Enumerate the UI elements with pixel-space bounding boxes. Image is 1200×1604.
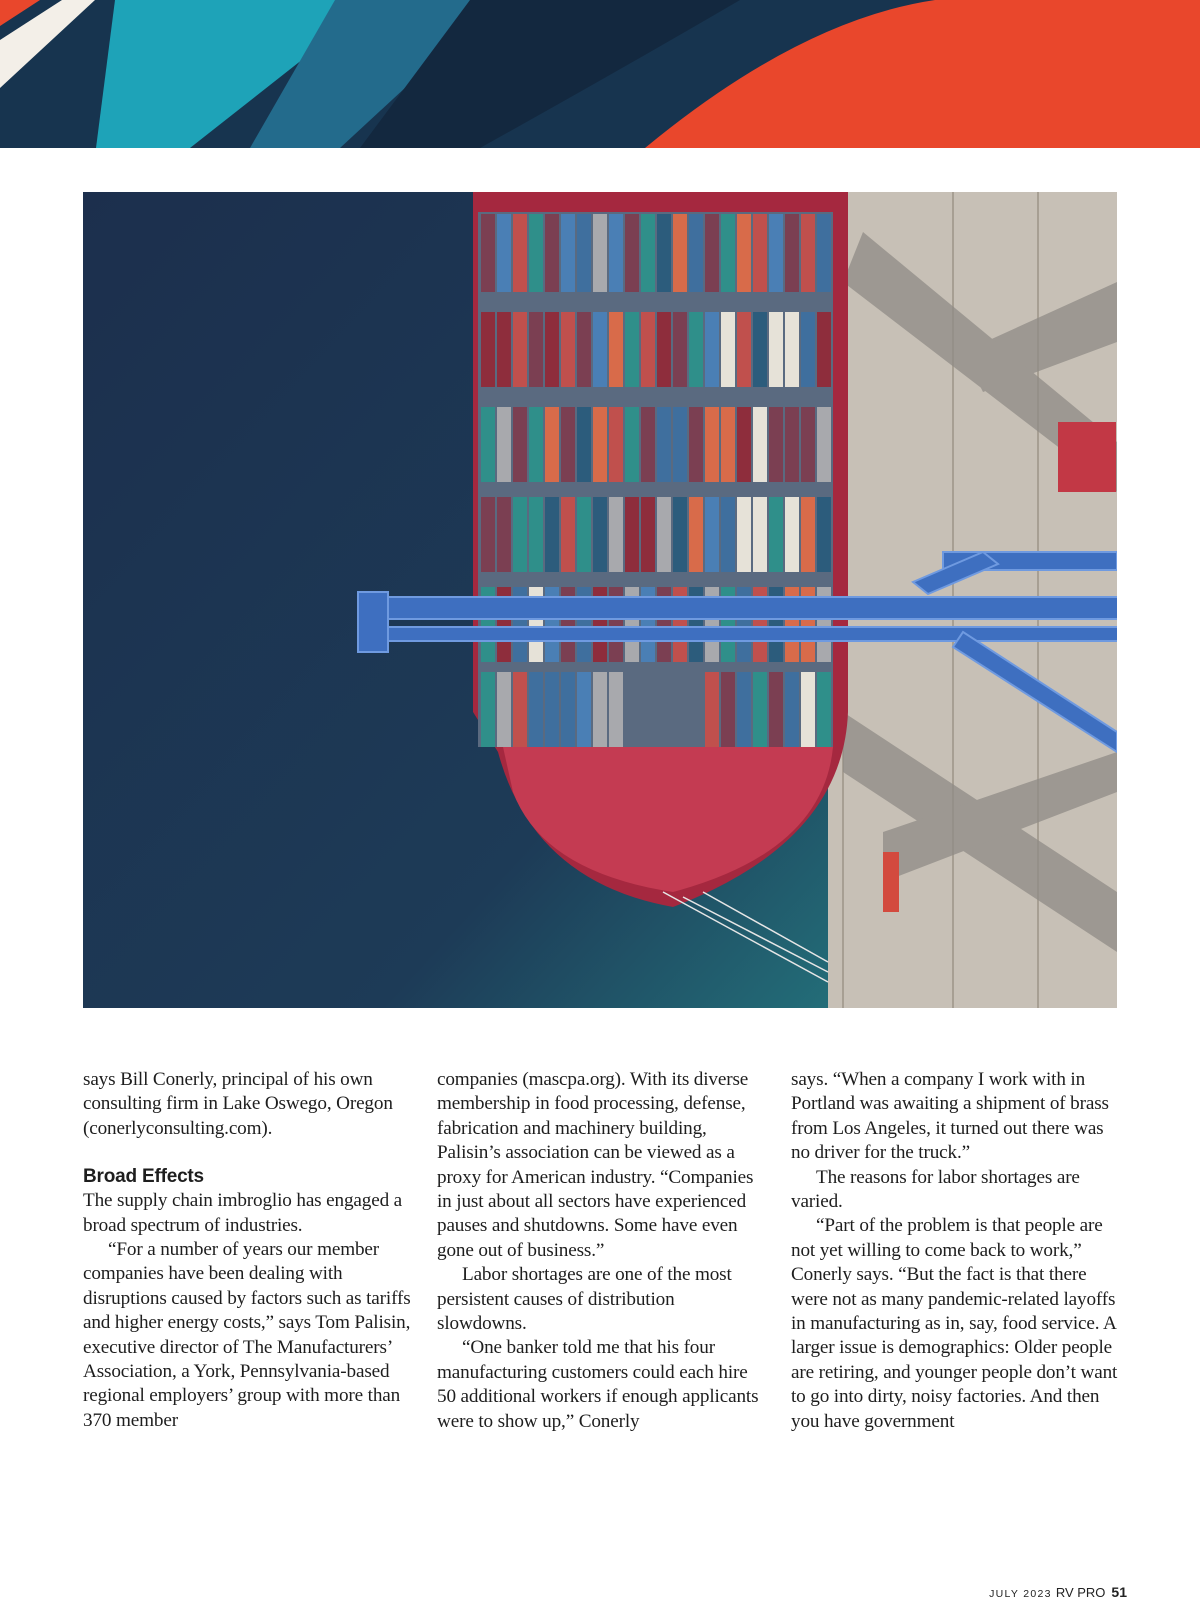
shipping-container [497, 407, 511, 482]
shipping-container [497, 497, 511, 572]
paragraph: Labor shortages are one of the most persistent causes of distribution slowdowns. [437, 1264, 732, 1335]
shipping-container [801, 497, 815, 572]
shipping-container [513, 497, 527, 572]
shipping-container [769, 672, 783, 747]
shipping-container [785, 214, 799, 292]
shipping-container [785, 312, 799, 387]
shipping-container [497, 672, 511, 747]
shipping-container [769, 407, 783, 482]
shipping-container [577, 672, 591, 747]
shipping-container [673, 497, 687, 572]
shipping-container [609, 497, 623, 572]
shipping-container [753, 497, 767, 572]
issue-date: JULY 2023 [989, 1588, 1052, 1600]
shipping-container [641, 497, 655, 572]
shipping-container [609, 672, 623, 747]
shipping-container [817, 214, 831, 292]
dock-container [1058, 422, 1116, 492]
shipping-container [817, 407, 831, 482]
shipping-container [689, 214, 703, 292]
paragraph: The reasons for labor shortages are varied. [791, 1166, 1080, 1213]
shipping-container [769, 214, 783, 292]
shipping-container [513, 407, 527, 482]
shipping-container [545, 312, 559, 387]
paragraph: “For a number of years our member companies have been dealing with disruptions caused by factors such as tariffs and higher energy costs,” says Tom Palisin, executive director of The Manufacturers’ Association, a York, Pennsylvania-based regional employers’ group with more than 370 member [83, 1239, 411, 1431]
shipping-container [657, 312, 671, 387]
shipping-container [593, 312, 607, 387]
shipping-container [817, 312, 831, 387]
shipping-container [689, 497, 703, 572]
shipping-container [785, 672, 799, 747]
shipping-container [737, 214, 751, 292]
shipping-container [705, 312, 719, 387]
shipping-container [497, 214, 511, 292]
shipping-container [721, 672, 735, 747]
paragraph: says Bill Conerly, principal of his own consulting firm in Lake Oswego, Oregon (conerlyconsulting.com). [83, 1069, 393, 1139]
shipping-container [513, 214, 527, 292]
shipping-container [593, 407, 607, 482]
shipping-container [753, 312, 767, 387]
article-column-1 [83, 1068, 413, 1433]
shipping-container [769, 497, 783, 572]
shipping-container [753, 672, 767, 747]
container-ship-photo [83, 192, 1117, 1008]
shipping-container [753, 407, 767, 482]
shipping-container [513, 672, 527, 747]
shipping-container [705, 672, 719, 747]
shipping-container [593, 497, 607, 572]
paragraph: The supply chain imbroglio has engaged a broad spectrum of industries. [83, 1190, 403, 1236]
shipping-container [801, 214, 815, 292]
shipping-container [529, 312, 543, 387]
shipping-container [513, 312, 527, 387]
shipping-container [593, 672, 607, 747]
paragraph: says. “When a company I work with in Portland was awaiting a shipment of brass from Los Angeles, it turned out there was no driver for the truck.” [791, 1069, 1109, 1164]
section-heading: Broad Effects [83, 1166, 204, 1188]
shipping-container [529, 214, 543, 292]
shipping-container [481, 407, 495, 482]
shipping-container [641, 214, 655, 292]
shipping-container [689, 407, 703, 482]
shipping-container [609, 312, 623, 387]
shipping-container [673, 214, 687, 292]
shipping-container [641, 312, 655, 387]
shipping-container [689, 312, 703, 387]
shipping-container [657, 214, 671, 292]
shipping-container [769, 312, 783, 387]
paragraph: “Part of the problem is that people are not yet willing to come back to work,” Conerly says. “But the fact is that there were not as many pandemic-related layoffs in manufacturing as in, say, food service. A larger issue is demographics: Older people are retiring, and younger people don’t want to go into dirty, noisy factories. And then you have government [791, 1215, 1118, 1432]
shipping-container [545, 497, 559, 572]
dock-truck [883, 852, 899, 912]
shipping-container [737, 407, 751, 482]
page-footer [989, 1584, 1127, 1602]
shipping-container [561, 672, 575, 747]
shipping-container [481, 312, 495, 387]
shipping-container [705, 497, 719, 572]
shipping-container [817, 497, 831, 572]
shipping-container [497, 312, 511, 387]
shipping-container [657, 407, 671, 482]
shipping-container [529, 497, 543, 572]
shipping-container [801, 672, 815, 747]
shipping-container [593, 214, 607, 292]
shipping-container [673, 407, 687, 482]
paragraph: “One banker told me that his four manufacturing customers could each hire 50 additional workers if enough applicants were to show up,” Conerly [437, 1337, 759, 1432]
shipping-container [481, 214, 495, 292]
shipping-container [577, 214, 591, 292]
article-column-2 [437, 1068, 767, 1434]
shipping-container [561, 214, 575, 292]
shipping-container [705, 407, 719, 482]
shipping-container [625, 312, 639, 387]
shipping-container [481, 672, 495, 747]
shipping-container [561, 497, 575, 572]
article-column-3 [791, 1068, 1121, 1434]
shipping-container [609, 214, 623, 292]
shipping-container [577, 407, 591, 482]
shipping-container [529, 407, 543, 482]
shipping-container [577, 497, 591, 572]
shipping-container [753, 214, 767, 292]
shipping-container [817, 672, 831, 747]
shipping-container [737, 497, 751, 572]
magazine-name: RV PRO [1055, 1585, 1106, 1600]
shipping-container [625, 407, 639, 482]
shipping-container [561, 407, 575, 482]
shipping-container [721, 407, 735, 482]
shipping-container [641, 407, 655, 482]
shipping-container [721, 497, 735, 572]
header-banner [0, 0, 1200, 148]
shipping-container [545, 214, 559, 292]
shipping-container [609, 407, 623, 482]
shipping-container [529, 672, 543, 747]
shipping-container [737, 312, 751, 387]
shipping-container [545, 672, 559, 747]
shipping-container [481, 497, 495, 572]
paragraph: companies (mascpa.org). With its diverse membership in food processing, defense, fabrication and machinery building, Palisin’s association can be viewed as a proxy for American industry. “Companies in just about all sectors have experienced pauses and shutdowns. Some have even gone out of business.” [437, 1069, 754, 1261]
shipping-container [545, 407, 559, 482]
shipping-container [673, 312, 687, 387]
shipping-container [625, 214, 639, 292]
shipping-container [721, 214, 735, 292]
shipping-container [625, 497, 639, 572]
shipping-container [577, 312, 591, 387]
shipping-container [785, 497, 799, 572]
shipping-container [801, 312, 815, 387]
shipping-container [657, 497, 671, 572]
shipping-container [737, 672, 751, 747]
shipping-container [561, 312, 575, 387]
shipping-container [785, 407, 799, 482]
shipping-container [705, 214, 719, 292]
shipping-container [801, 407, 815, 482]
shipping-container [721, 312, 735, 387]
page-number: 51 [1111, 1584, 1127, 1600]
